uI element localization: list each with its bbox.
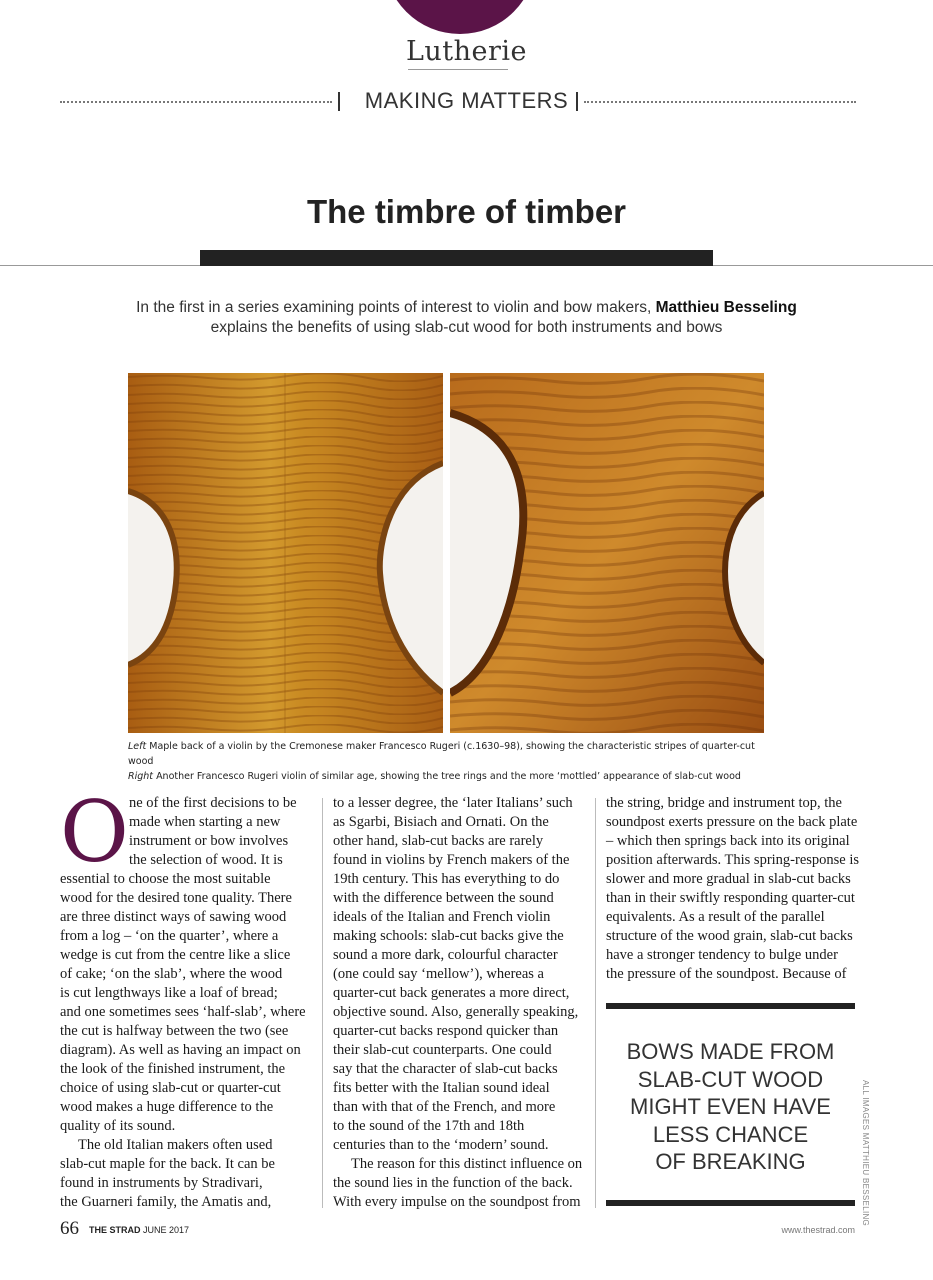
body-line: essential to choose the most suitable [60, 871, 271, 887]
body-line: with the difference between the sound [333, 890, 554, 906]
caption-left-label: Left [128, 741, 147, 752]
body-line: ideals of the Italian and French violin [333, 909, 551, 925]
quarter-cut-violin-image [128, 373, 443, 733]
body-column-3 [606, 794, 858, 984]
pull-quote-line: SLAB-CUT WOOD [637, 1066, 824, 1092]
body-line: to the sound of the 17th and 18th [333, 1118, 525, 1134]
body-line: wood for the desired tone quality. There [60, 890, 292, 906]
body-line: diagram). As well as having an impact on [60, 1042, 301, 1058]
body-line: quality of its sound. [60, 1118, 176, 1134]
issue-date: JUNE 2017 [143, 1225, 190, 1235]
body-line: the sound lies in the function of the back. [333, 1175, 573, 1191]
caption-right-text: Another Francesco Rugeri violin of similar age, showing the tree rings and the more ‘mottled’ appearance of slab-cut wood [156, 771, 741, 782]
section-underline [408, 69, 508, 70]
body-line: than in their swiftly responding quarter-cut [606, 890, 855, 906]
body-line: their slab-cut counterparts. One could [333, 1042, 552, 1058]
pull-quote-line: MIGHT EVEN HAVE [630, 1094, 831, 1119]
body-line: centuries than to the ‘modern’ sound. [333, 1137, 549, 1153]
body-line: found in instruments by Stradivari, [60, 1175, 263, 1191]
body-line: objective sound. Also, generally speaking, [333, 1004, 579, 1020]
magazine-name: THE STRAD [89, 1225, 141, 1235]
body-line: position afterwards. This spring-response is [606, 852, 860, 868]
body-line: the string, bridge and instrument top, the [606, 795, 842, 811]
body-column-2 [333, 794, 585, 1212]
standfirst [100, 298, 833, 338]
body-line: instrument or bow involves [129, 833, 289, 849]
pull-quote-line: BOWS MADE FROM [626, 1039, 835, 1064]
body-line: (one could say ‘mellow’), whereas a [333, 966, 544, 982]
body-line: say that the character of slab-cut backs [333, 1061, 558, 1077]
body-line: the look of the finished instrument, the [60, 1061, 286, 1077]
article-headline: The timbre of timber [306, 193, 627, 230]
page-number: 66 [60, 1218, 79, 1239]
violin-back-photo-left [128, 373, 443, 733]
pull-quote-rule-top [606, 1003, 855, 1009]
headline-bar [200, 250, 713, 266]
magazine-issue [89, 1225, 189, 1235]
body-line: The reason for this distinct influence on [351, 1156, 583, 1172]
section-logo-circle [384, 0, 536, 34]
body-line: equivalents. As a result of the parallel [606, 909, 825, 925]
standfirst-outro: explains the benefits of using slab-cut wood for both instruments and bows [210, 319, 723, 336]
column-divider [595, 798, 596, 1208]
body-line: have a stronger tendency to bulge under [606, 947, 838, 963]
body-line: – which then springs back into its original [606, 833, 850, 849]
pull-quote-rule-bottom [606, 1200, 855, 1206]
body-line: sound a more dark, colourful character [333, 947, 558, 963]
body-line: the selection of wood. It is [129, 852, 283, 868]
body-line: wedge is cut from the centre like a slice [60, 947, 291, 963]
body-line: and one sometimes sees ‘half-slab’, where [60, 1004, 306, 1020]
pull-quote-line: LESS CHANCE [652, 1121, 809, 1147]
body-line: ne of the first decisions to be [129, 795, 297, 811]
body-line: structure of the wood grain, slab-cut backs [606, 928, 853, 944]
column-divider [322, 798, 323, 1208]
body-line: is cut lengthways like a loaf of bread; [60, 985, 278, 1001]
violin-back-photo-right [450, 373, 764, 733]
body-line: soundpost exerts pressure on the back plate [606, 814, 858, 830]
body-line: making schools: slab-cut backs give the [333, 928, 564, 944]
drop-cap: O [60, 783, 129, 881]
body-line: other hand, slab-cut backs are rarely [333, 833, 544, 849]
body-line: the Guarneri family, the Amatis and, [60, 1194, 272, 1210]
body-line: quarter-cut backs respond quicker than [333, 1023, 559, 1039]
kicker-bar-right [576, 92, 578, 111]
body-line: than with that of the French, and more [333, 1099, 556, 1115]
pull-quote-line: OF BREAKING [655, 1149, 806, 1174]
body-line: slab-cut maple for the back. It can be [60, 1156, 275, 1172]
body-line: 19th century. This has everything to do [333, 871, 560, 887]
body-line: quarter-cut back generates a more direct, [333, 985, 570, 1001]
series-kicker: MAKING MATTERS [364, 88, 569, 113]
body-line: slower and more gradual in slab-cut backs [606, 871, 851, 887]
caption-right-label: Right [128, 771, 154, 782]
dotted-rule-right [584, 101, 856, 103]
body-line: choice of using slab-cut or quarter-cut [60, 1080, 281, 1096]
pull-quote [606, 1038, 855, 1176]
body-line: are three distinct ways of sawing wood [60, 909, 287, 925]
body-line: the cut is halfway between the two (see [60, 1023, 289, 1039]
body-line: The old Italian makers often used [78, 1137, 273, 1153]
section-title: Lutherie [405, 36, 528, 67]
caption-right [128, 769, 768, 784]
slab-cut-violin-image [450, 373, 764, 733]
body-line: the pressure of the soundpost. Because of [606, 966, 847, 982]
photo-caption [128, 739, 768, 784]
body-line: of cake; ‘on the slab’, where the wood [60, 966, 283, 982]
author-name: Matthieu Besseling [655, 299, 797, 316]
body-line: With every impulse on the soundpost from [333, 1194, 581, 1210]
body-column-1 [60, 794, 312, 1212]
body-line: found in violins by French makers of the [333, 852, 570, 868]
caption-left-text: Maple back of a violin by the Cremonese maker Francesco Rugeri (c.1630–98), showing the characteristic stripes of quarter-cut wood [128, 741, 755, 767]
website-url: www.thestrad.com [781, 1225, 855, 1235]
body-line: as Sgarbi, Bisiach and Ornati. On the [333, 814, 549, 830]
body-line: fits better with the Italian sound ideal [333, 1080, 550, 1096]
body-line: to a lesser degree, the ‘later Italians’ such [333, 795, 573, 811]
caption-left [128, 739, 768, 769]
body-line: wood makes a huge difference to the [60, 1099, 274, 1115]
standfirst-intro: In the first in a series examining points of interest to violin and bow makers, [136, 299, 652, 316]
body-line: from a log – ‘on the quarter’, where a [60, 928, 279, 944]
body-line: made when starting a new [129, 814, 281, 830]
image-credit: ALL IMAGES MATTHIEU BESSELING [861, 1080, 870, 1227]
